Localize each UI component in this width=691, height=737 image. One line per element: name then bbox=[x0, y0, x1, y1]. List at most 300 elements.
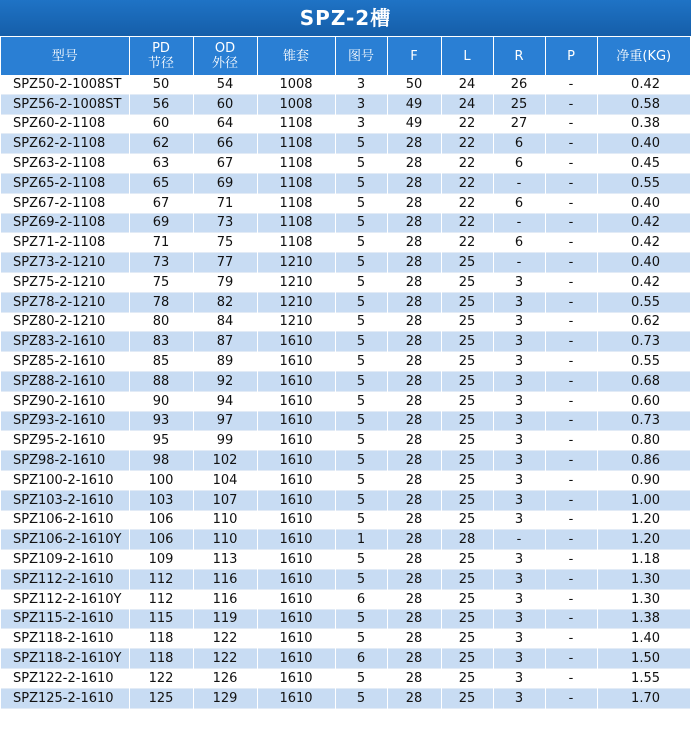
cell-fig: 5 bbox=[335, 154, 387, 174]
cell-f: 28 bbox=[387, 629, 441, 649]
cell-l: 25 bbox=[441, 609, 493, 629]
cell-l: 25 bbox=[441, 569, 493, 589]
cell-l: 22 bbox=[441, 154, 493, 174]
table-row bbox=[1, 134, 690, 154]
cell-weight: 0.86 bbox=[597, 451, 690, 471]
cell-r: 3 bbox=[493, 451, 545, 471]
cell-od: 92 bbox=[193, 371, 257, 391]
cell-weight: 1.30 bbox=[597, 589, 690, 609]
cell-bush: 1108 bbox=[257, 173, 335, 193]
table-row bbox=[1, 470, 690, 490]
cell-f: 28 bbox=[387, 193, 441, 213]
cell-bush: 1610 bbox=[257, 530, 335, 550]
header-l: L bbox=[441, 37, 493, 75]
cell-p: - bbox=[545, 470, 597, 490]
cell-f: 28 bbox=[387, 470, 441, 490]
cell-od: 73 bbox=[193, 213, 257, 233]
cell-p: - bbox=[545, 589, 597, 609]
cell-r: 3 bbox=[493, 391, 545, 411]
cell-l: 22 bbox=[441, 233, 493, 253]
cell-fig: 5 bbox=[335, 550, 387, 570]
cell-r: 26 bbox=[493, 75, 545, 94]
cell-od: 60 bbox=[193, 94, 257, 114]
cell-model: SPZ56-2-1008ST bbox=[1, 94, 129, 114]
cell-od: 89 bbox=[193, 352, 257, 372]
cell-model: SPZ67-2-1108 bbox=[1, 193, 129, 213]
cell-l: 24 bbox=[441, 75, 493, 94]
header-fig: 图号 bbox=[335, 37, 387, 75]
cell-f: 28 bbox=[387, 649, 441, 669]
cell-p: - bbox=[545, 431, 597, 451]
cell-od: 122 bbox=[193, 629, 257, 649]
cell-od: 116 bbox=[193, 589, 257, 609]
cell-weight: 0.73 bbox=[597, 411, 690, 431]
cell-pd: 112 bbox=[129, 589, 193, 609]
cell-bush: 1108 bbox=[257, 233, 335, 253]
cell-od: 54 bbox=[193, 75, 257, 94]
cell-r: 3 bbox=[493, 371, 545, 391]
cell-p: - bbox=[545, 490, 597, 510]
cell-l: 25 bbox=[441, 451, 493, 471]
table-row bbox=[1, 490, 690, 510]
cell-fig: 5 bbox=[335, 451, 387, 471]
cell-bush: 1610 bbox=[257, 649, 335, 669]
cell-weight: 0.60 bbox=[597, 391, 690, 411]
header-model: 型号 bbox=[1, 37, 129, 75]
cell-model: SPZ88-2-1610 bbox=[1, 371, 129, 391]
header-bush: 锥套 bbox=[257, 37, 335, 75]
cell-fig: 5 bbox=[335, 688, 387, 708]
cell-bush: 1210 bbox=[257, 253, 335, 273]
cell-p: - bbox=[545, 352, 597, 372]
cell-weight: 0.90 bbox=[597, 470, 690, 490]
cell-r: - bbox=[493, 253, 545, 273]
cell-bush: 1610 bbox=[257, 589, 335, 609]
table-row bbox=[1, 173, 690, 193]
cell-bush: 1008 bbox=[257, 94, 335, 114]
cell-fig: 5 bbox=[335, 629, 387, 649]
table-row bbox=[1, 451, 690, 471]
cell-r: 3 bbox=[493, 312, 545, 332]
cell-pd: 103 bbox=[129, 490, 193, 510]
cell-f: 28 bbox=[387, 510, 441, 530]
table-row bbox=[1, 550, 690, 570]
cell-p: - bbox=[545, 272, 597, 292]
cell-model: SPZ118-2-1610Y bbox=[1, 649, 129, 669]
cell-od: 110 bbox=[193, 530, 257, 550]
cell-l: 25 bbox=[441, 411, 493, 431]
cell-p: - bbox=[545, 332, 597, 352]
header-pd-line1: PD bbox=[152, 41, 170, 56]
cell-od: 66 bbox=[193, 134, 257, 154]
cell-r: 3 bbox=[493, 272, 545, 292]
cell-weight: 0.80 bbox=[597, 431, 690, 451]
cell-fig: 5 bbox=[335, 233, 387, 253]
cell-l: 22 bbox=[441, 213, 493, 233]
cell-r: 3 bbox=[493, 352, 545, 372]
cell-f: 28 bbox=[387, 233, 441, 253]
cell-f: 28 bbox=[387, 569, 441, 589]
cell-model: SPZ115-2-1610 bbox=[1, 609, 129, 629]
cell-pd: 73 bbox=[129, 253, 193, 273]
cell-fig: 5 bbox=[335, 490, 387, 510]
cell-bush: 1108 bbox=[257, 134, 335, 154]
cell-p: - bbox=[545, 114, 597, 134]
cell-bush: 1610 bbox=[257, 431, 335, 451]
cell-bush: 1008 bbox=[257, 75, 335, 94]
spec-table bbox=[1, 37, 690, 709]
cell-fig: 6 bbox=[335, 589, 387, 609]
cell-weight: 0.40 bbox=[597, 253, 690, 273]
cell-model: SPZ69-2-1108 bbox=[1, 213, 129, 233]
cell-f: 28 bbox=[387, 589, 441, 609]
cell-fig: 5 bbox=[335, 134, 387, 154]
cell-pd: 80 bbox=[129, 312, 193, 332]
table-row bbox=[1, 411, 690, 431]
cell-bush: 1610 bbox=[257, 470, 335, 490]
cell-p: - bbox=[545, 75, 597, 94]
cell-weight: 0.73 bbox=[597, 332, 690, 352]
cell-bush: 1610 bbox=[257, 688, 335, 708]
cell-weight: 1.55 bbox=[597, 668, 690, 688]
cell-pd: 118 bbox=[129, 649, 193, 669]
header-pd-line2: 节径 bbox=[147, 56, 174, 71]
cell-weight: 0.55 bbox=[597, 292, 690, 312]
cell-bush: 1610 bbox=[257, 371, 335, 391]
cell-pd: 88 bbox=[129, 371, 193, 391]
cell-model: SPZ106-2-1610Y bbox=[1, 530, 129, 550]
cell-pd: 60 bbox=[129, 114, 193, 134]
header-weight: 净重(KG) bbox=[597, 37, 690, 75]
table-title: SPZ-2槽 bbox=[0, 0, 691, 36]
cell-weight: 0.58 bbox=[597, 94, 690, 114]
cell-fig: 5 bbox=[335, 569, 387, 589]
cell-r: 3 bbox=[493, 589, 545, 609]
cell-f: 28 bbox=[387, 332, 441, 352]
cell-r: 6 bbox=[493, 233, 545, 253]
cell-pd: 63 bbox=[129, 154, 193, 174]
cell-bush: 1108 bbox=[257, 213, 335, 233]
cell-model: SPZ50-2-1008ST bbox=[1, 75, 129, 94]
cell-l: 25 bbox=[441, 589, 493, 609]
cell-model: SPZ75-2-1210 bbox=[1, 272, 129, 292]
cell-od: 71 bbox=[193, 193, 257, 213]
cell-f: 28 bbox=[387, 371, 441, 391]
cell-l: 25 bbox=[441, 490, 493, 510]
cell-bush: 1610 bbox=[257, 332, 335, 352]
header-r: R bbox=[493, 37, 545, 75]
cell-weight: 0.40 bbox=[597, 134, 690, 154]
cell-p: - bbox=[545, 312, 597, 332]
cell-r: - bbox=[493, 213, 545, 233]
cell-p: - bbox=[545, 668, 597, 688]
cell-r: 3 bbox=[493, 431, 545, 451]
header-p: P bbox=[545, 37, 597, 75]
cell-r: 3 bbox=[493, 569, 545, 589]
cell-od: 129 bbox=[193, 688, 257, 708]
cell-l: 25 bbox=[441, 550, 493, 570]
table-body bbox=[1, 75, 690, 708]
cell-l: 25 bbox=[441, 332, 493, 352]
cell-fig: 5 bbox=[335, 411, 387, 431]
table-row bbox=[1, 371, 690, 391]
header-f: F bbox=[387, 37, 441, 75]
cell-model: SPZ122-2-1610 bbox=[1, 668, 129, 688]
cell-f: 28 bbox=[387, 173, 441, 193]
cell-r: 3 bbox=[493, 649, 545, 669]
cell-od: 84 bbox=[193, 312, 257, 332]
cell-r: 3 bbox=[493, 490, 545, 510]
cell-p: - bbox=[545, 451, 597, 471]
cell-weight: 0.55 bbox=[597, 352, 690, 372]
cell-fig: 3 bbox=[335, 114, 387, 134]
cell-weight: 1.70 bbox=[597, 688, 690, 708]
cell-f: 28 bbox=[387, 391, 441, 411]
cell-l: 22 bbox=[441, 173, 493, 193]
table-row bbox=[1, 154, 690, 174]
cell-fig: 5 bbox=[335, 272, 387, 292]
cell-fig: 5 bbox=[335, 431, 387, 451]
cell-p: - bbox=[545, 550, 597, 570]
cell-l: 25 bbox=[441, 371, 493, 391]
cell-p: - bbox=[545, 569, 597, 589]
cell-f: 50 bbox=[387, 75, 441, 94]
header-pd bbox=[129, 37, 193, 75]
cell-r: 25 bbox=[493, 94, 545, 114]
cell-pd: 83 bbox=[129, 332, 193, 352]
cell-fig: 5 bbox=[335, 213, 387, 233]
cell-l: 25 bbox=[441, 272, 493, 292]
cell-pd: 50 bbox=[129, 75, 193, 94]
cell-p: - bbox=[545, 213, 597, 233]
cell-weight: 1.00 bbox=[597, 490, 690, 510]
table-row bbox=[1, 193, 690, 213]
table-row bbox=[1, 569, 690, 589]
cell-fig: 6 bbox=[335, 649, 387, 669]
cell-p: - bbox=[545, 609, 597, 629]
cell-pd: 90 bbox=[129, 391, 193, 411]
cell-weight: 1.38 bbox=[597, 609, 690, 629]
cell-f: 28 bbox=[387, 688, 441, 708]
table-row bbox=[1, 233, 690, 253]
cell-pd: 118 bbox=[129, 629, 193, 649]
cell-l: 25 bbox=[441, 292, 493, 312]
cell-bush: 1610 bbox=[257, 490, 335, 510]
table-row bbox=[1, 312, 690, 332]
cell-fig: 1 bbox=[335, 530, 387, 550]
cell-bush: 1210 bbox=[257, 312, 335, 332]
cell-od: 122 bbox=[193, 649, 257, 669]
cell-od: 87 bbox=[193, 332, 257, 352]
cell-od: 69 bbox=[193, 173, 257, 193]
cell-p: - bbox=[545, 154, 597, 174]
cell-fig: 3 bbox=[335, 75, 387, 94]
table-row bbox=[1, 609, 690, 629]
cell-bush: 1210 bbox=[257, 272, 335, 292]
cell-p: - bbox=[545, 649, 597, 669]
cell-weight: 0.68 bbox=[597, 371, 690, 391]
cell-pd: 78 bbox=[129, 292, 193, 312]
cell-weight: 0.42 bbox=[597, 233, 690, 253]
cell-r: 6 bbox=[493, 134, 545, 154]
cell-p: - bbox=[545, 253, 597, 273]
header-od-line1: OD bbox=[214, 41, 236, 56]
cell-bush: 1108 bbox=[257, 193, 335, 213]
cell-p: - bbox=[545, 371, 597, 391]
table-row bbox=[1, 510, 690, 530]
cell-model: SPZ90-2-1610 bbox=[1, 391, 129, 411]
cell-bush: 1610 bbox=[257, 451, 335, 471]
cell-model: SPZ100-2-1610 bbox=[1, 470, 129, 490]
cell-pd: 109 bbox=[129, 550, 193, 570]
cell-pd: 115 bbox=[129, 609, 193, 629]
cell-f: 49 bbox=[387, 114, 441, 134]
cell-fig: 5 bbox=[335, 173, 387, 193]
cell-l: 22 bbox=[441, 134, 493, 154]
cell-fig: 5 bbox=[335, 609, 387, 629]
cell-p: - bbox=[545, 510, 597, 530]
cell-pd: 65 bbox=[129, 173, 193, 193]
cell-weight: 0.55 bbox=[597, 173, 690, 193]
cell-weight: 0.62 bbox=[597, 312, 690, 332]
cell-l: 25 bbox=[441, 629, 493, 649]
cell-bush: 1610 bbox=[257, 629, 335, 649]
cell-r: 3 bbox=[493, 609, 545, 629]
cell-f: 28 bbox=[387, 451, 441, 471]
table-row bbox=[1, 272, 690, 292]
cell-bush: 1610 bbox=[257, 569, 335, 589]
cell-f: 28 bbox=[387, 213, 441, 233]
cell-f: 28 bbox=[387, 668, 441, 688]
cell-od: 77 bbox=[193, 253, 257, 273]
cell-bush: 1210 bbox=[257, 292, 335, 312]
cell-model: SPZ109-2-1610 bbox=[1, 550, 129, 570]
cell-model: SPZ80-2-1210 bbox=[1, 312, 129, 332]
cell-fig: 5 bbox=[335, 352, 387, 372]
cell-pd: 112 bbox=[129, 569, 193, 589]
table-row bbox=[1, 530, 690, 550]
cell-f: 49 bbox=[387, 94, 441, 114]
cell-weight: 1.18 bbox=[597, 550, 690, 570]
cell-od: 116 bbox=[193, 569, 257, 589]
cell-p: - bbox=[545, 134, 597, 154]
table-row bbox=[1, 589, 690, 609]
cell-r: 3 bbox=[493, 550, 545, 570]
cell-fig: 5 bbox=[335, 193, 387, 213]
cell-od: 79 bbox=[193, 272, 257, 292]
cell-model: SPZ63-2-1108 bbox=[1, 154, 129, 174]
cell-r: 3 bbox=[493, 292, 545, 312]
cell-pd: 93 bbox=[129, 411, 193, 431]
cell-p: - bbox=[545, 173, 597, 193]
cell-f: 28 bbox=[387, 154, 441, 174]
cell-od: 104 bbox=[193, 470, 257, 490]
table-row bbox=[1, 253, 690, 273]
cell-p: - bbox=[545, 688, 597, 708]
cell-r: - bbox=[493, 173, 545, 193]
header-row bbox=[1, 37, 690, 75]
cell-l: 22 bbox=[441, 193, 493, 213]
cell-pd: 106 bbox=[129, 530, 193, 550]
cell-pd: 100 bbox=[129, 470, 193, 490]
cell-r: - bbox=[493, 530, 545, 550]
cell-pd: 67 bbox=[129, 193, 193, 213]
table-row bbox=[1, 688, 690, 708]
cell-model: SPZ118-2-1610 bbox=[1, 629, 129, 649]
cell-pd: 125 bbox=[129, 688, 193, 708]
cell-p: - bbox=[545, 94, 597, 114]
cell-l: 25 bbox=[441, 668, 493, 688]
cell-pd: 122 bbox=[129, 668, 193, 688]
cell-bush: 1610 bbox=[257, 609, 335, 629]
cell-r: 6 bbox=[493, 154, 545, 174]
cell-f: 28 bbox=[387, 609, 441, 629]
cell-r: 3 bbox=[493, 411, 545, 431]
cell-r: 3 bbox=[493, 688, 545, 708]
cell-model: SPZ112-2-1610 bbox=[1, 569, 129, 589]
cell-p: - bbox=[545, 193, 597, 213]
cell-od: 102 bbox=[193, 451, 257, 471]
cell-f: 28 bbox=[387, 411, 441, 431]
cell-r: 3 bbox=[493, 510, 545, 530]
cell-l: 25 bbox=[441, 510, 493, 530]
cell-p: - bbox=[545, 292, 597, 312]
cell-model: SPZ71-2-1108 bbox=[1, 233, 129, 253]
cell-f: 28 bbox=[387, 550, 441, 570]
cell-p: - bbox=[545, 530, 597, 550]
cell-od: 94 bbox=[193, 391, 257, 411]
cell-p: - bbox=[545, 411, 597, 431]
cell-p: - bbox=[545, 391, 597, 411]
cell-l: 25 bbox=[441, 312, 493, 332]
cell-model: SPZ106-2-1610 bbox=[1, 510, 129, 530]
cell-weight: 1.50 bbox=[597, 649, 690, 669]
cell-pd: 62 bbox=[129, 134, 193, 154]
cell-model: SPZ65-2-1108 bbox=[1, 173, 129, 193]
header-od-line2: 外径 bbox=[211, 56, 238, 71]
cell-bush: 1610 bbox=[257, 391, 335, 411]
cell-bush: 1610 bbox=[257, 550, 335, 570]
cell-f: 28 bbox=[387, 134, 441, 154]
cell-model: SPZ93-2-1610 bbox=[1, 411, 129, 431]
cell-p: - bbox=[545, 629, 597, 649]
cell-l: 25 bbox=[441, 688, 493, 708]
cell-model: SPZ62-2-1108 bbox=[1, 134, 129, 154]
cell-r: 27 bbox=[493, 114, 545, 134]
cell-od: 110 bbox=[193, 510, 257, 530]
cell-l: 25 bbox=[441, 470, 493, 490]
cell-l: 24 bbox=[441, 94, 493, 114]
table-row bbox=[1, 431, 690, 451]
table-row bbox=[1, 391, 690, 411]
cell-weight: 0.38 bbox=[597, 114, 690, 134]
cell-bush: 1610 bbox=[257, 411, 335, 431]
cell-od: 67 bbox=[193, 154, 257, 174]
cell-f: 28 bbox=[387, 490, 441, 510]
cell-bush: 1108 bbox=[257, 154, 335, 174]
cell-fig: 5 bbox=[335, 668, 387, 688]
cell-l: 28 bbox=[441, 530, 493, 550]
cell-model: SPZ125-2-1610 bbox=[1, 688, 129, 708]
cell-weight: 0.45 bbox=[597, 154, 690, 174]
cell-weight: 1.20 bbox=[597, 510, 690, 530]
cell-bush: 1108 bbox=[257, 114, 335, 134]
table-row bbox=[1, 649, 690, 669]
cell-model: SPZ83-2-1610 bbox=[1, 332, 129, 352]
cell-od: 119 bbox=[193, 609, 257, 629]
cell-fig: 5 bbox=[335, 371, 387, 391]
cell-model: SPZ78-2-1210 bbox=[1, 292, 129, 312]
